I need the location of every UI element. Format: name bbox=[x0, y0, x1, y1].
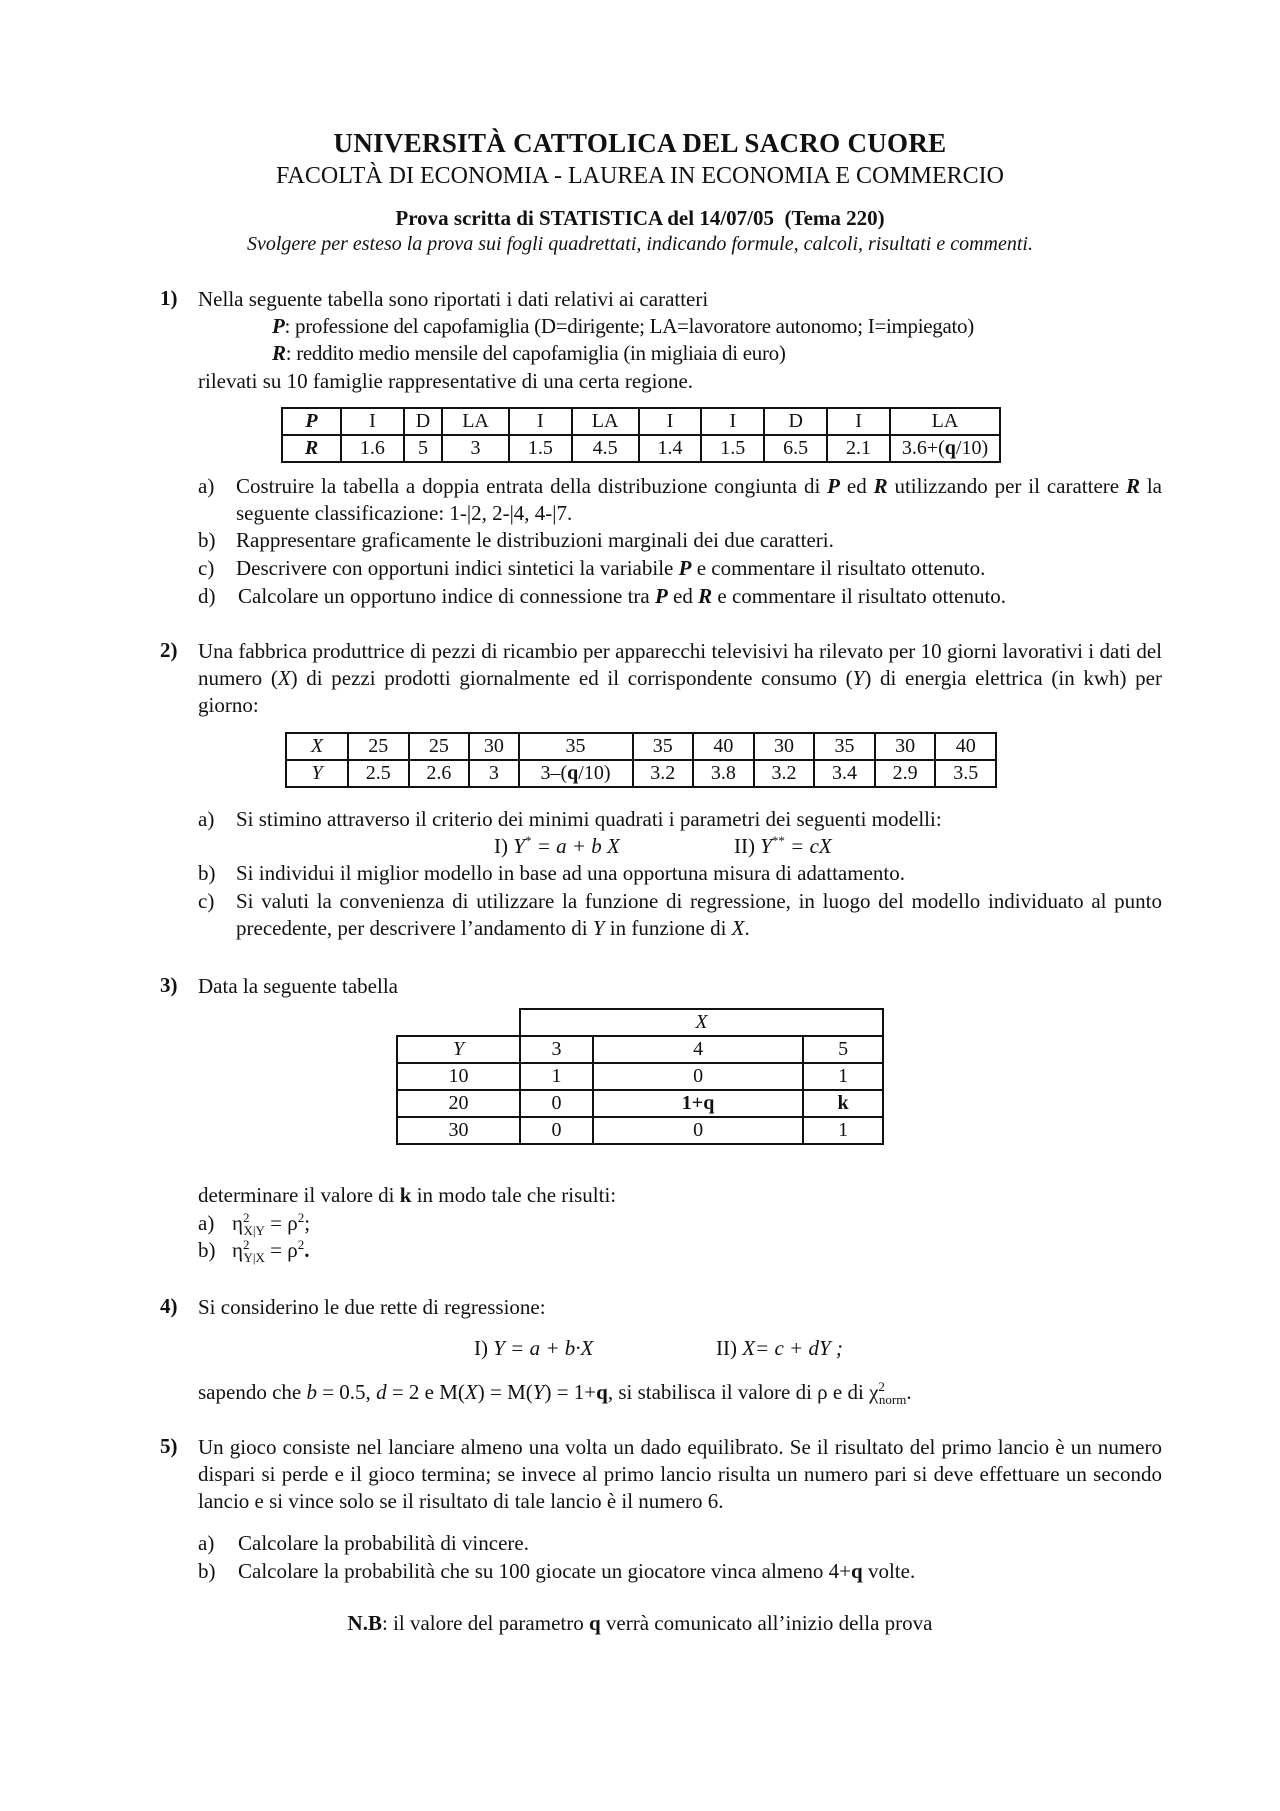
q5-a-text: Calcolare la probabilità di vincere. bbox=[238, 1531, 529, 1555]
table-cell: 1.6 bbox=[341, 435, 404, 462]
q2-data-table bbox=[285, 732, 997, 788]
table-cell: I bbox=[639, 408, 702, 435]
table-corner bbox=[397, 1009, 520, 1036]
table-cell: 20 bbox=[397, 1090, 520, 1117]
q4-line-1: I) Y = a + b·X bbox=[474, 1336, 594, 1360]
table-row bbox=[397, 1090, 883, 1117]
q3-determine: determinare il valore di k in modo tale che risulti: bbox=[198, 1183, 617, 1207]
table-cell: D bbox=[764, 408, 827, 435]
q4-line-2: II) X= c + dY ; bbox=[716, 1336, 843, 1360]
q3-number: 3) bbox=[160, 973, 178, 997]
q1-p-definition: P: professione del capofamiglia (D=dirigente; LA=lavoratore autonomo; I=impiegato) bbox=[272, 314, 974, 338]
table-cell: 35 bbox=[633, 733, 694, 760]
faculty-title: FACOLTÀ DI ECONOMIA - LAUREA IN ECONOMIA E COMMERCIO bbox=[275, 163, 1004, 189]
q3-a-letter: a) bbox=[198, 1211, 215, 1235]
table-cell: 0 bbox=[593, 1117, 803, 1144]
q1-d-text: Calcolare un opportuno indice di connessione tra P ed R e commentare il risultato ottenuto. bbox=[238, 584, 1007, 608]
table-cell: 0 bbox=[593, 1063, 803, 1090]
q5-a-letter: a) bbox=[198, 1531, 215, 1555]
table-cell: 2.1 bbox=[827, 435, 890, 462]
q1-a-text: Costruire la tabella a doppia entrata della distribuzione congiunta di P ed R utilizzando per il carattere R la seguente classificazione: 1-|2, 2-|4, 4-|7. bbox=[236, 474, 1163, 525]
table-cell: I bbox=[827, 408, 890, 435]
q3-contingency-table bbox=[396, 1008, 884, 1145]
table-cell: 30 bbox=[397, 1117, 520, 1144]
table-cell: 30 bbox=[469, 733, 518, 760]
table-cell: R bbox=[282, 435, 341, 462]
table-row bbox=[397, 1063, 883, 1090]
table-cell: 4.5 bbox=[572, 435, 639, 462]
table-cell: 10 bbox=[397, 1063, 520, 1090]
table-cell: I bbox=[701, 408, 764, 435]
q2-b-letter: b) bbox=[198, 861, 216, 885]
table-cell: 35 bbox=[519, 733, 633, 760]
q2-row-y bbox=[286, 760, 996, 787]
table-cell: 40 bbox=[935, 733, 996, 760]
q3-b-letter: b) bbox=[198, 1238, 216, 1262]
table-cell: 3.5 bbox=[935, 760, 996, 787]
exam-instructions: Svolgere per esteso la prova sui fogli quadrettati, indicando formule, calcoli, risultati e commenti. bbox=[246, 233, 1033, 255]
table-cell: 1.5 bbox=[509, 435, 572, 462]
table-cell: 3 bbox=[469, 760, 518, 787]
table-cell: 1.4 bbox=[639, 435, 702, 462]
table-cell: 35 bbox=[814, 733, 875, 760]
q3-b-formula: $\eta^2_{Y|X} = \rho^2$. bbox=[232, 1237, 310, 1266]
table-cell: X bbox=[520, 1009, 883, 1036]
table-cell: I bbox=[509, 408, 572, 435]
table-cell: 30 bbox=[875, 733, 936, 760]
q1-row-p bbox=[282, 408, 1000, 435]
table-cell: 3.2 bbox=[633, 760, 694, 787]
table-cell: 3.4 bbox=[814, 760, 875, 787]
table-row bbox=[397, 1117, 883, 1144]
table-cell: LA bbox=[890, 408, 1000, 435]
table-cell: 25 bbox=[348, 733, 409, 760]
q3-a-formula: $\eta^2_{X|Y} = \rho^2$; bbox=[232, 1210, 311, 1239]
q2-intro: Una fabbrica produttrice di pezzi di ricambio per apparecchi televisivi ha rilevato per 10 giorni lavorativi i dati del numero (X) di pezzi prodotti giornalmente ed il corrispondente consumo (Y) di energia elettrica (in kwh) per giorno: bbox=[198, 639, 1162, 717]
table-cell: k bbox=[803, 1090, 883, 1117]
table-cell: 4 bbox=[593, 1036, 803, 1063]
table-cell: 1 bbox=[520, 1063, 593, 1090]
q1-r-definition: R: reddito medio mensile del capofamiglia (in migliaia di euro) bbox=[272, 341, 786, 365]
q2-b-text: Si individui il miglior modello in base ad una opportuna misura di adattamento. bbox=[236, 861, 905, 885]
table-cell: 0 bbox=[520, 1090, 593, 1117]
table-cell: 2.6 bbox=[409, 760, 470, 787]
q1-row-r bbox=[282, 435, 1000, 462]
table-cell: 30 bbox=[754, 733, 815, 760]
table-cell: P bbox=[282, 408, 341, 435]
q2-a-letter: a) bbox=[198, 807, 215, 831]
q2-a-text: Si stimino attraverso il criterio dei minimi quadrati i parametri dei seguenti modelli: bbox=[236, 807, 942, 831]
q1-c-text: Descrivere con opportuni indici sintetici la variabile P e commentare il risultato ottenuto. bbox=[236, 556, 986, 580]
table-cell: 6.5 bbox=[764, 435, 827, 462]
table-cell: X bbox=[286, 733, 348, 760]
table-cell: LA bbox=[442, 408, 509, 435]
table-cell: 3 bbox=[520, 1036, 593, 1063]
q1-number: 1) bbox=[160, 286, 178, 310]
table-cell: 1.5 bbox=[701, 435, 764, 462]
table-cell: 2.5 bbox=[348, 760, 409, 787]
q1-c-letter: c) bbox=[198, 556, 215, 580]
table-cell: 2.9 bbox=[875, 760, 936, 787]
q2-number: 2) bbox=[160, 638, 178, 662]
q5-b-text: Calcolare la probabilità che su 100 giocate un giocatore vinca almeno 4+q volte. bbox=[238, 1559, 916, 1583]
table-cell: I bbox=[341, 408, 404, 435]
q1-b-text: Rappresentare graficamente le distribuzioni marginali dei due caratteri. bbox=[236, 528, 834, 552]
q1-outro: rilevati su 10 famiglie rappresentative di una certa regione. bbox=[198, 369, 694, 393]
q1-a-letter: a) bbox=[198, 474, 215, 498]
table-cell: 5 bbox=[803, 1036, 883, 1063]
exam-title: Prova scritta di STATISTICA del 14/07/05 (Tema 220) bbox=[395, 206, 885, 230]
q2-c-letter: c) bbox=[198, 889, 215, 913]
q5-b-letter: b) bbox=[198, 1559, 216, 1583]
q2-c-text: Si valuti la convenienza di utilizzare la funzione di regressione, in luogo del modello individuato al punto precedente, per descrivere l’andamento di Y in funzione di X. bbox=[236, 889, 1162, 940]
table-cell: 3.8 bbox=[693, 760, 754, 787]
q1-b-letter: b) bbox=[198, 528, 216, 552]
q1-intro: Nella seguente tabella sono riportati i dati relativi ai caratteri bbox=[198, 287, 709, 311]
q5-intro: Un gioco consiste nel lanciare almeno una volta un dado equilibrato. Se il risultato del primo lancio è un numero dispari si perde e il gioco termina; se invece al primo lancio risulta un numero pari si deve effettuare un secondo lancio e si vince solo se il risultato di tale lancio è il numero 6. bbox=[198, 1435, 1162, 1513]
q3-intro: Data la seguente tabella bbox=[198, 974, 398, 998]
q2-model-2: II) Y** = cX bbox=[734, 833, 832, 858]
table-cell: 25 bbox=[409, 733, 470, 760]
table-cell: 1+q bbox=[593, 1090, 803, 1117]
university-title: UNIVERSITÀ CATTOLICA DEL SACRO CUORE bbox=[333, 128, 947, 158]
table-cell: 1 bbox=[803, 1063, 883, 1090]
q4-number: 4) bbox=[160, 1294, 178, 1318]
table-cell: 3.6+(q/10) bbox=[890, 435, 1000, 462]
q4-text: sapendo che b = 0.5, d = 2 e M(X) = M(Y) = 1+q, si stabilisca il valore di ρ e di $\chi^2_{norm}$. bbox=[198, 1379, 912, 1408]
table-cell: Y bbox=[286, 760, 348, 787]
table-cell: 3–(q/10) bbox=[519, 760, 633, 787]
q1-data-table bbox=[281, 407, 1001, 463]
table-cell: 0 bbox=[520, 1117, 593, 1144]
parameter-note: N.B: il valore del parametro q verrà comunicato all’inizio della prova bbox=[347, 1611, 933, 1635]
table-cell: 40 bbox=[693, 733, 754, 760]
table-cell: D bbox=[404, 408, 442, 435]
table-cell: 1 bbox=[803, 1117, 883, 1144]
table-cell: 3.2 bbox=[754, 760, 815, 787]
q2-model-1: I) Y* = a + b X bbox=[494, 833, 620, 858]
q3-x-values-row bbox=[397, 1036, 883, 1063]
table-cell: LA bbox=[572, 408, 639, 435]
q4-intro: Si considerino le due rette di regressione: bbox=[198, 1295, 546, 1319]
q5-number: 5) bbox=[160, 1434, 178, 1458]
table-cell: 5 bbox=[404, 435, 442, 462]
q3-header-row bbox=[397, 1009, 883, 1036]
q1-d-letter: d) bbox=[198, 584, 216, 608]
table-cell: 3 bbox=[442, 435, 509, 462]
q2-row-x bbox=[286, 733, 996, 760]
table-cell: Y bbox=[397, 1036, 520, 1063]
